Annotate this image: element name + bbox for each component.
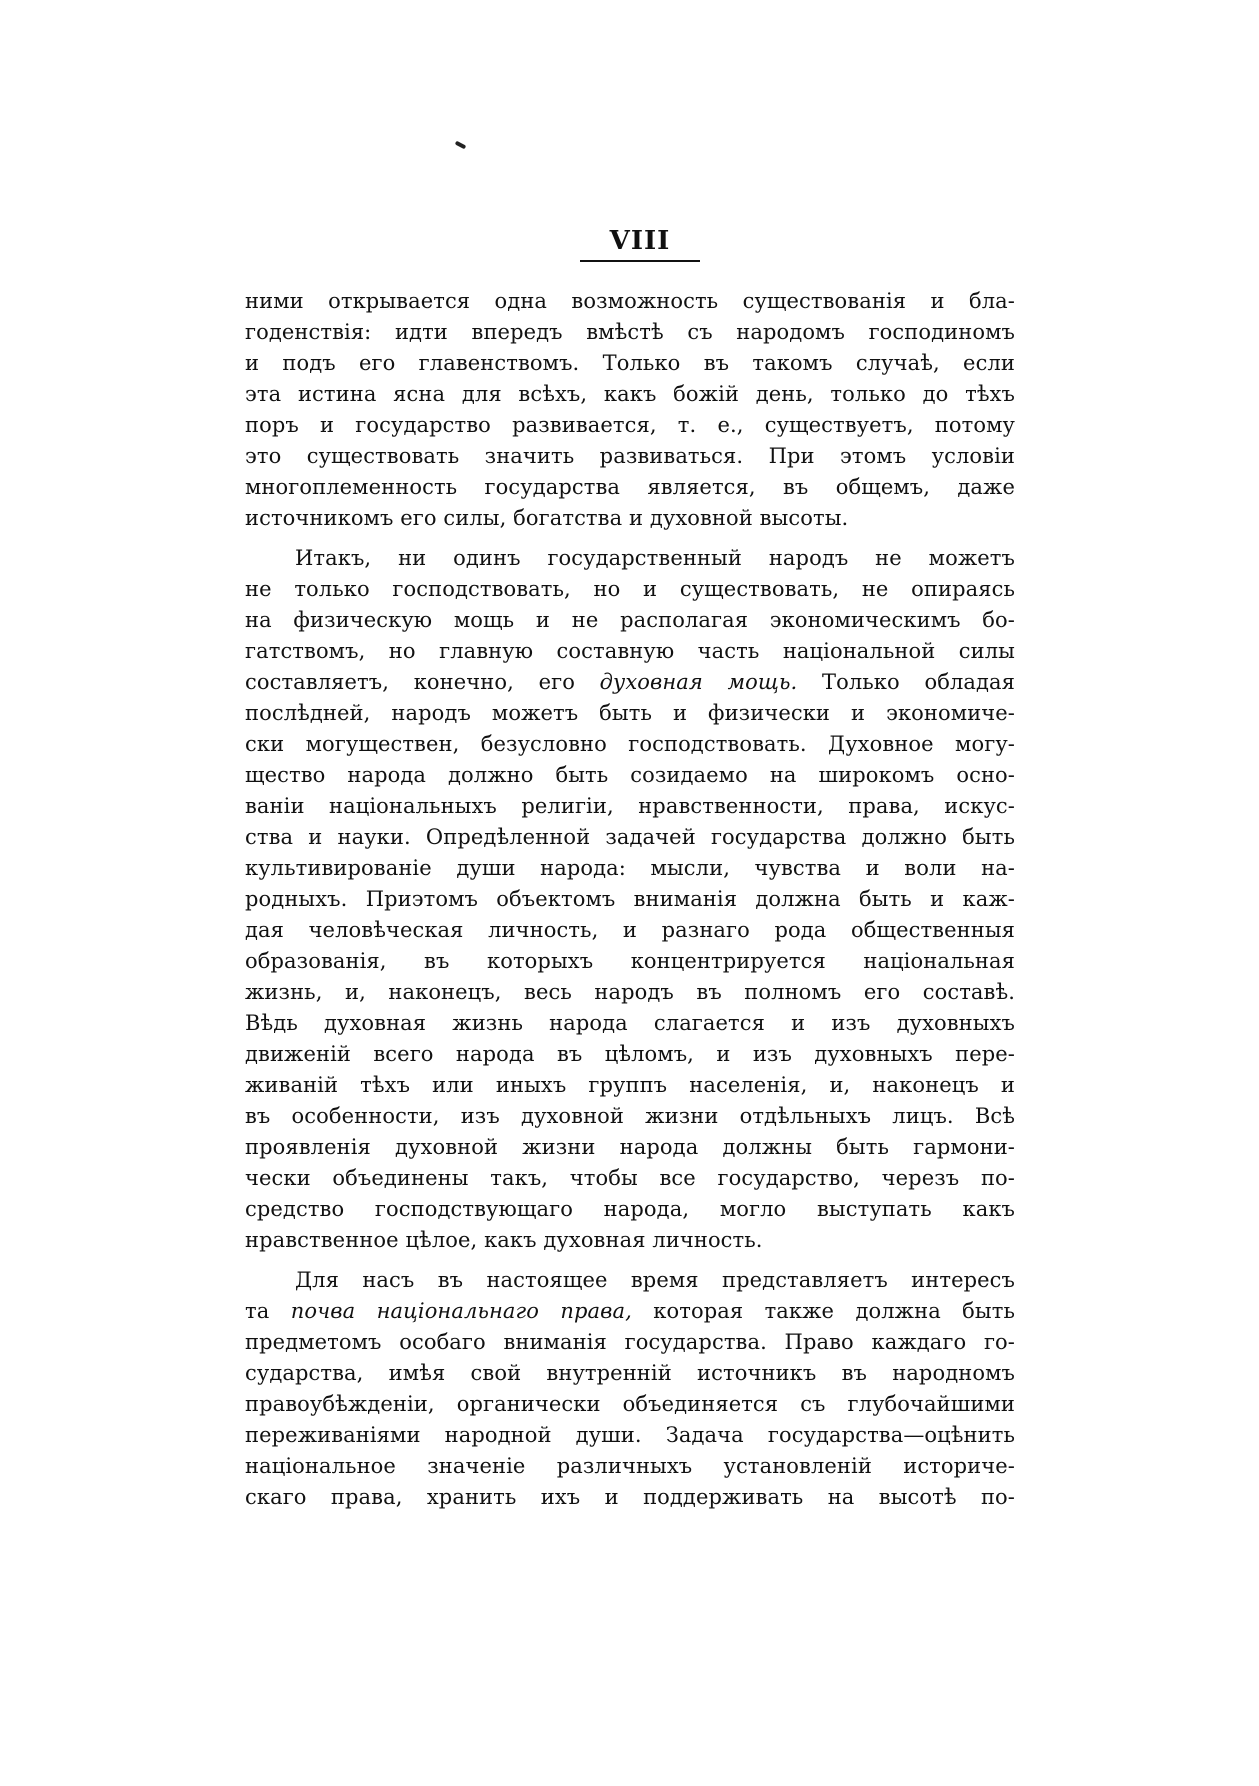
text-line: поръ и государство развивается, т. е., существуетъ, потому: [245, 413, 1015, 437]
text-line: переживаніями народной души. Задача государства—оцѣнить: [245, 1423, 1015, 1447]
text-line: Итакъ, ни одинъ государственный народъ не можетъ: [295, 546, 1015, 570]
text-line: многоплеменность государства является, въ общемъ, даже: [245, 475, 1015, 499]
text-line: предметомъ особаго вниманія государства. Право каждаго го-: [245, 1330, 1015, 1354]
text-line: жизнь, и, наконецъ, весь народъ въ полномъ его составѣ.: [245, 980, 1015, 1004]
page-number: VIII: [580, 226, 700, 262]
text-line: нравственное цѣлое, какъ духовная личность.: [245, 1228, 763, 1252]
text-line: ними открывается одна возможность существованія и бла-: [245, 289, 1015, 313]
text-line: проявленія духовной жизни народа должны быть гармони-: [245, 1135, 1015, 1159]
text-line: и подъ его главенствомъ. Только въ такомъ случаѣ, если: [245, 351, 1015, 375]
text-line: движеній всего народа въ цѣломъ, и изъ духовныхъ пере-: [245, 1042, 1015, 1066]
text-segment: которая также должна быть: [631, 1299, 1015, 1323]
paragraph-1: [245, 286, 1015, 534]
text-line-with-italic: [245, 1296, 1015, 1327]
italic-phrase: духовная мощь.: [599, 670, 798, 694]
text-line: скаго права, хранить ихъ и поддерживать на высотѣ по-: [245, 1485, 1015, 1509]
text-line: не только господствовать, но и существовать, не опираясь: [245, 577, 1015, 601]
text-line: образованія, въ которыхъ концентрируется національная: [245, 949, 1015, 973]
text-line: годенствія: идти впередъ вмѣстѣ съ народомъ господиномъ: [245, 320, 1015, 344]
scan-speck: [455, 141, 467, 150]
text-segment: Только обладая: [797, 670, 1016, 694]
text-line: національное значеніе различныхъ установленій историче-: [245, 1454, 1015, 1478]
paragraph-2: [245, 543, 1015, 1256]
text-line: это существовать значить развиваться. При этомъ условіи: [245, 444, 1015, 468]
text-line: источникомъ его силы, богатства и духовной высоты.: [245, 506, 849, 530]
text-line: ства и науки. Опредѣленной задачей государства должно быть: [245, 825, 1015, 849]
text-line-with-italic: [245, 667, 1015, 698]
text-line: Вѣдь духовная жизнь народа слагается и изъ духовныхъ: [245, 1011, 1015, 1035]
body-text: [245, 286, 1015, 1513]
italic-phrase: почва національнаго права,: [290, 1299, 632, 1323]
text-line: Для насъ въ настоящее время представляетъ интересъ: [295, 1268, 1015, 1292]
text-segment: составляетъ, конечно, его: [245, 670, 600, 694]
text-line: сударства, имѣя свой внутренній источникъ въ народномъ: [245, 1361, 1015, 1385]
text-line: на физическую мощь и не располагая экономическимъ бо-: [245, 608, 1015, 632]
text-segment: та: [245, 1299, 291, 1323]
text-line: эта истина ясна для всѣхъ, какъ божій день, только до тѣхъ: [245, 382, 1015, 406]
paragraph-3: [245, 1265, 1015, 1513]
text-line: въ особенности, изъ духовной жизни отдѣльныхъ лицъ. Всѣ: [245, 1104, 1015, 1128]
text-line: послѣдней, народъ можетъ быть и физически и экономиче-: [245, 701, 1015, 725]
text-line: чески объединены такъ, чтобы все государство, черезъ по-: [245, 1166, 1015, 1190]
text-line: ски могуществен, безусловно господствовать. Духовное могу-: [245, 732, 1015, 756]
text-line: средство господствующаго народа, могло выступать какъ: [245, 1197, 1015, 1221]
text-line: щество народа должно быть созидаемо на широкомъ осно-: [245, 763, 1015, 787]
text-line: ваніи національныхъ религіи, нравственности, права, искус-: [245, 794, 1015, 818]
text-line: родныхъ. Приэтомъ объектомъ вниманія должна быть и каж-: [245, 887, 1015, 911]
text-line: культивированіе души народа: мысли, чувства и воли на-: [245, 856, 1015, 880]
text-line: живаній тѣхъ или иныхъ группъ населенія, и, наконецъ и: [245, 1073, 1015, 1097]
text-line: дая человѣческая личность, и разнаго рода общественныя: [245, 918, 1015, 942]
text-line: правоубѣжденіи, органически объединяется съ глубочайшими: [245, 1392, 1015, 1416]
text-line: гатствомъ, но главную составную часть національной силы: [245, 639, 1015, 663]
